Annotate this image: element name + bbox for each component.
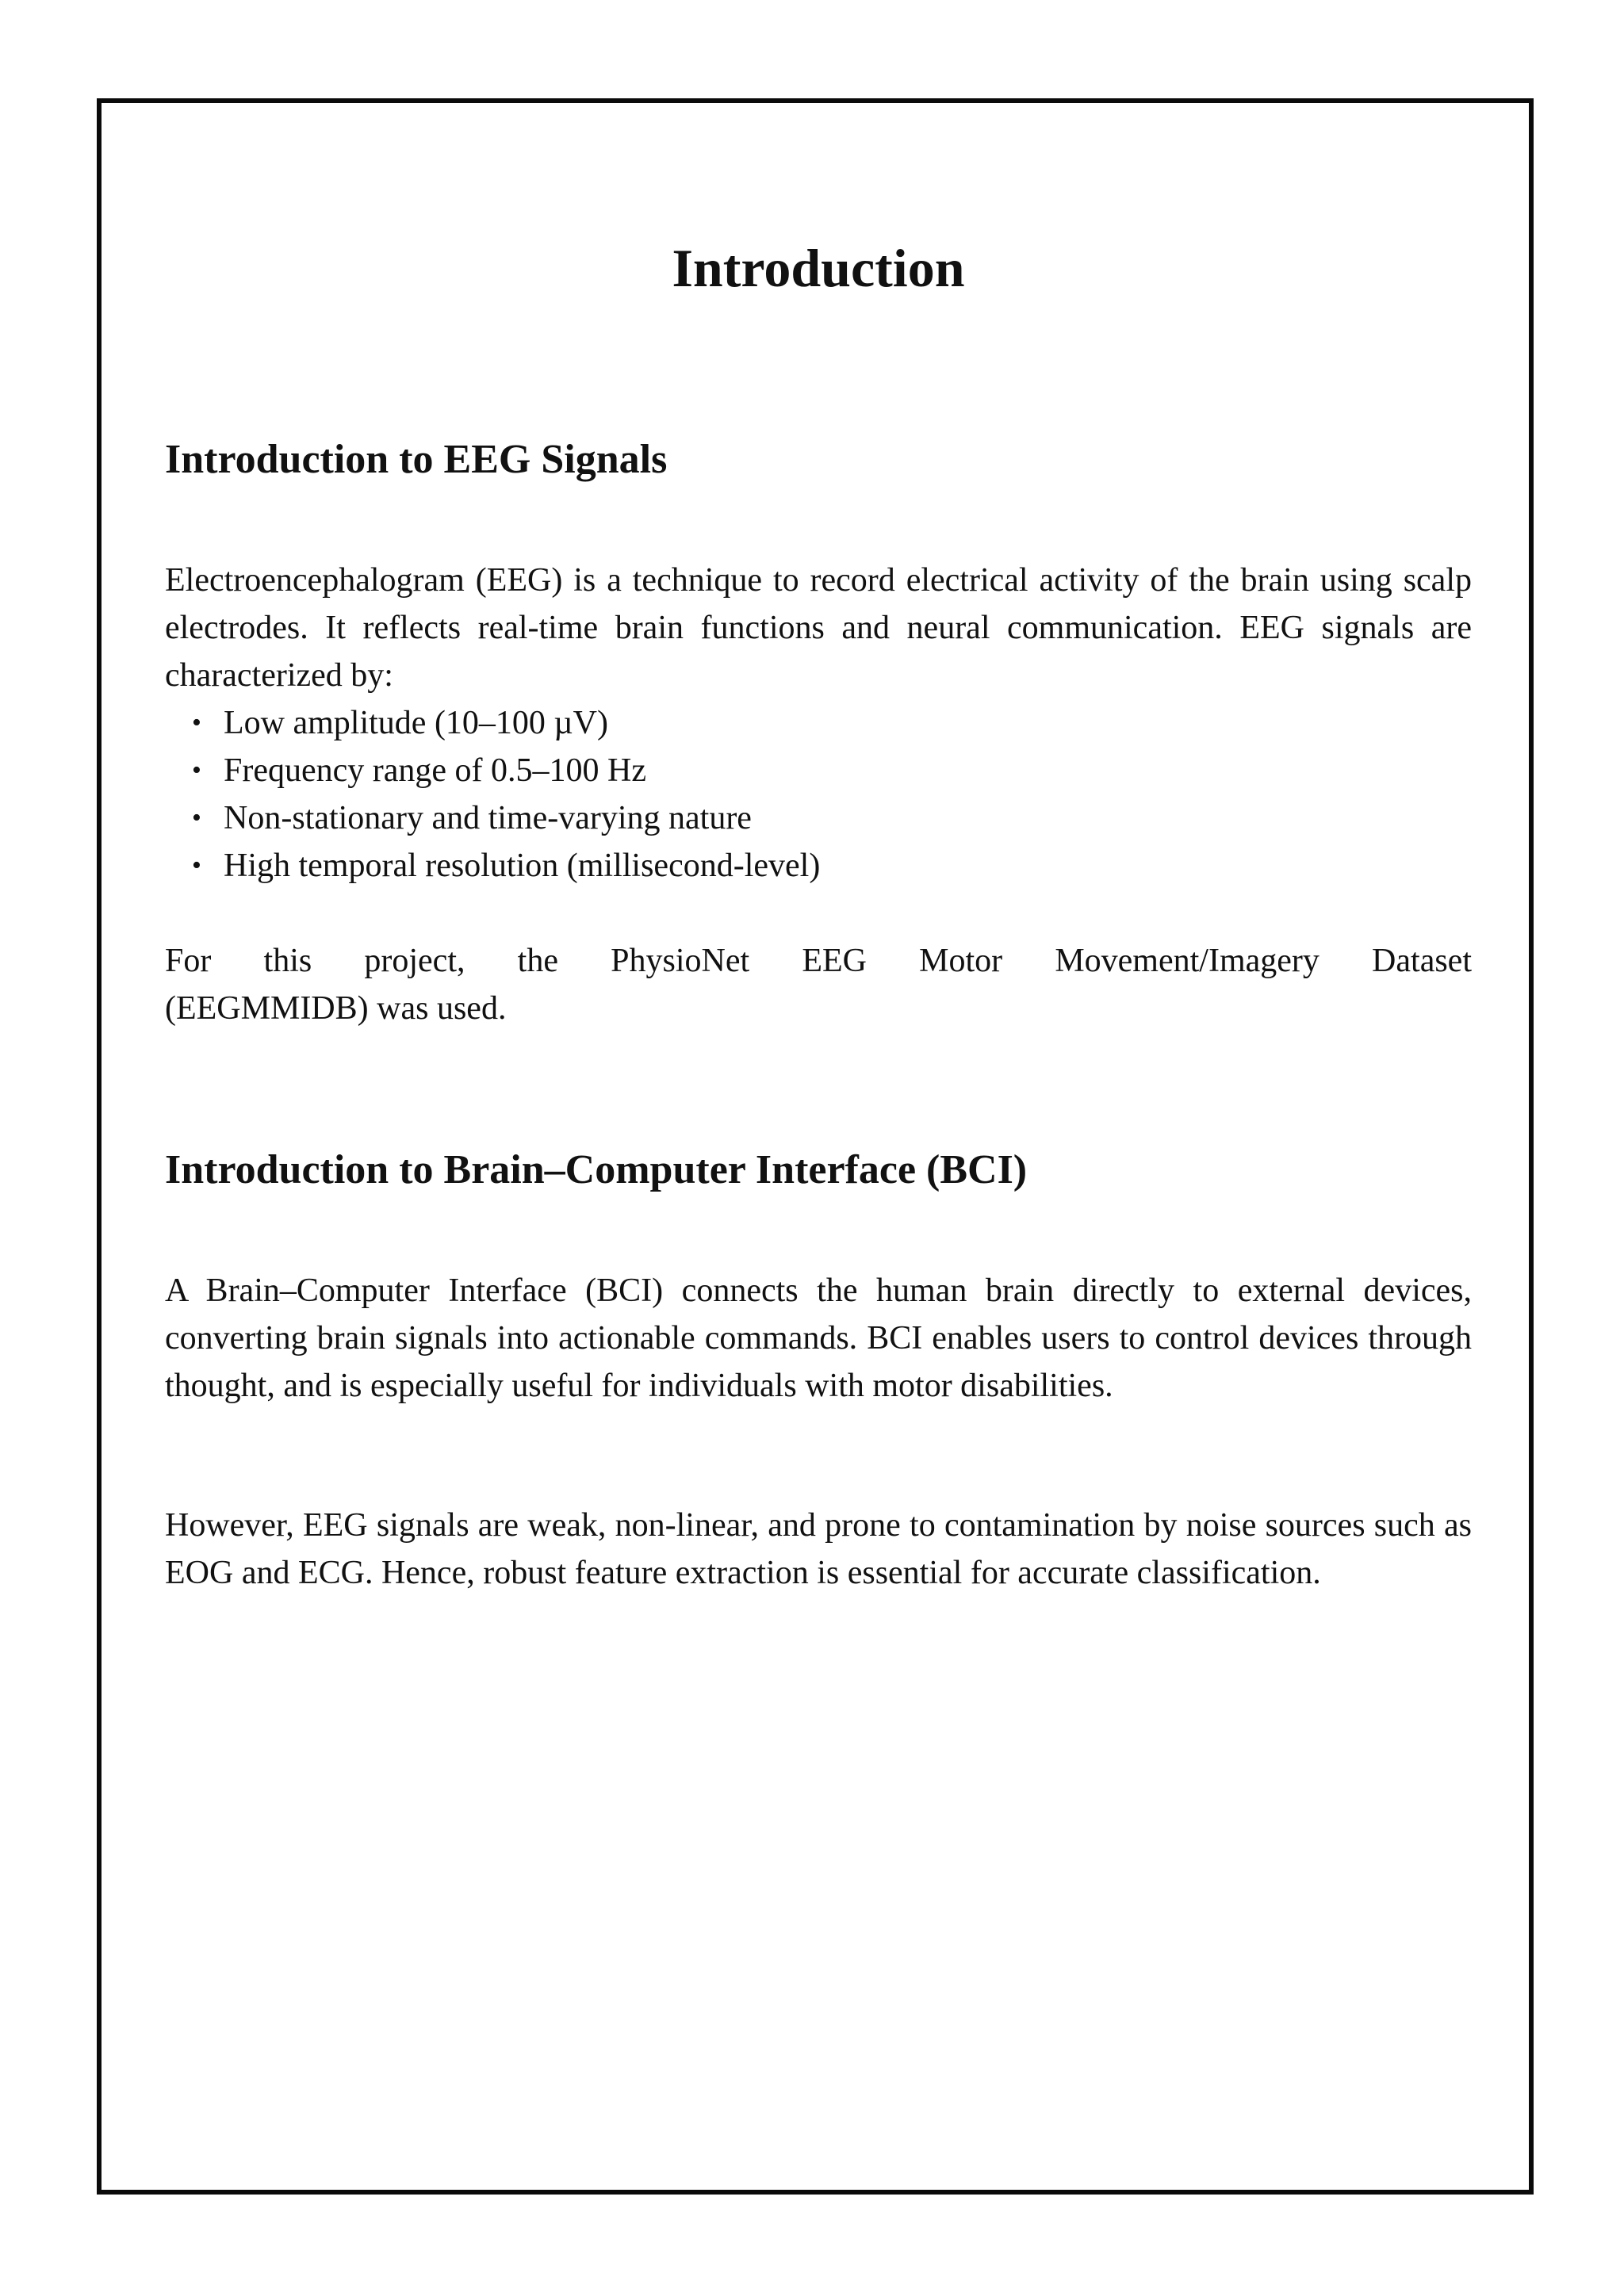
section-heading-bci: Introduction to Brain–Computer Interface (BCI) [165,1147,1028,1192]
dataset-paragraph-line-2: (EEGMMIDB) was used. [165,990,507,1027]
dataset-paragraph-line-1: For this project, the PhysioNet EEG Motor Movement/Imagery Dataset [165,943,1472,979]
bullet-icon: • [192,803,201,832]
list-item-text: Non-stationary and time-varying nature [224,800,752,836]
list-item [165,747,1472,794]
bullet-icon: • [192,708,201,737]
list-item [165,842,1472,890]
list-item [165,699,1472,747]
list-item [165,794,1472,842]
bullet-icon: • [192,851,201,880]
bullet-icon: • [192,756,201,785]
section-heading-eeg: Introduction to EEG Signals [165,437,668,482]
list-item-text: Frequency range of 0.5–100 Hz [224,752,646,789]
list-item-text: Low amplitude (10–100 µV) [224,705,608,741]
eeg-intro-paragraph: Electroencephalogram (EEG) is a technique to record electrical activity of the brain using scalp electrodes. It reflects real-time brain functions and neural communication. EEG signals are characterized by: [165,562,1472,694]
bci-challenges-paragraph: However, EEG signals are weak, non-linear, and prone to contamination by noise sources such as EOG and ECG. Hence, robust feature extraction is essential for accurate classification. [165,1507,1472,1591]
bci-intro-paragraph: A Brain–Computer Interface (BCI) connects the human brain directly to external devices, converting brain signals into actionable commands. BCI enables users to control devices through thought, and is especially useful for individuals with motor disabilities. [165,1272,1472,1404]
page-title: Introduction [672,238,965,298]
list-item-text: High temporal resolution (millisecond-level) [224,848,821,884]
eeg-characteristics-list [165,699,1472,890]
